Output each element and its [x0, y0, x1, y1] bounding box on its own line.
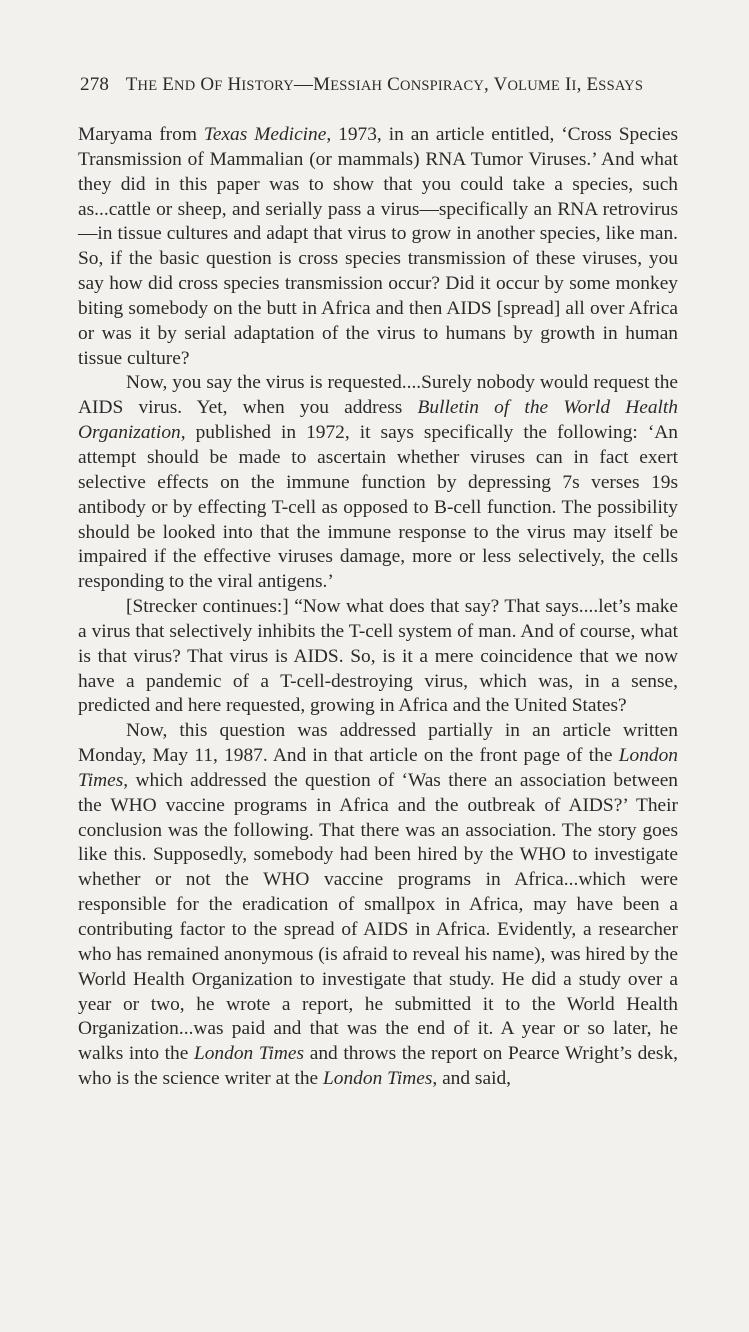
page-number: 278 [80, 74, 110, 95]
body-text [78, 123, 678, 1092]
italic-title: London Times [323, 1068, 433, 1090]
italic-title: London Times [193, 1043, 305, 1065]
paragraph [78, 371, 678, 595]
italic-title: Texas Medicine [203, 124, 327, 145]
running-title: THE END OF HISTORY—MESSIAH CONSPIRACY, VOLUME II, ESSAYS [125, 74, 644, 95]
text-run: and throws the report on Pearce Wright’s desk, who is the science writer at the [78, 1043, 678, 1090]
paragraph [78, 123, 678, 371]
paragraph [78, 595, 678, 719]
text-run: [Strecker continues:] “Now what does that say? That says....let’s make a virus that selectively inhibits the T-cell system of man. And of course, what is that virus? That virus is AIDS. So, is it a mere coincidence that we now have a pandemic of a T-cell-destroying virus, which was, in a sense, predicted and here requested, growing in Africa and the United States? [78, 596, 678, 717]
italic-title: Bulletin of the World Health Organization [78, 397, 679, 444]
text-run: Now, this question was addressed partially in an article written Monday, May 11, 1987. And in that article on the front page of the [78, 720, 678, 767]
italic-title: London Times [78, 745, 678, 791]
text-run: , 1973, in an article entitled, ‘Cross Species Transmission of Mammalian (or mammals) RNA Tumor Viruses.’ And what they did in this paper was to show that you could take a species, such as...cattle or sheep, and serially pass a virus—specifically an RNA retrovirus—in tissue cultures and adapt that virus to grow in another species, like man. So, if the basic question is cross species transmission of these viruses, you say how did cross species transmission occur? Did it occur by some monkey biting somebody on the butt in Africa and then AIDS [spread] all over Africa or was it by serial adaptation of the virus to humans by growth in human tissue culture? [78, 124, 679, 369]
running-header [80, 74, 680, 96]
paragraph [78, 719, 678, 1092]
text-run: Now, you say the virus is requested....Surely nobody would request the AIDS virus. Yet, when you address [78, 372, 678, 419]
text-run: , which addressed the question of ‘Was there an association between the WHO vaccine programs in Africa and the outbreak of AIDS?’ Their conclusion was the following. That there was an association. The story goes like this. Supposedly, somebody had been hired by the WHO to investigate whether or not the WHO vaccine programs in Africa...which were responsible for the eradication of smallpox in Africa, may have been a contributing factor to the spread of AIDS in Africa. Evidently, a researcher who has remained anonymous (is afraid to reveal his name), was hired by the World Health Organization to investigate that study. He did a study over a year or two, he wrote a report, he submitted it to the World Health Organization...was paid and that was the end of it. A year or so later, he walks into the [78, 769, 678, 1065]
text-run: , published in 1972, it says specifically the following: ‘An attempt should be made to ascertain whether viruses can in fact exert selective effects on the immune function by depressing 7s verses 19s antibody or by effecting T-cell as opposed to B-cell function. The possibility should be looked into that the immune response to the virus may itself be impaired if the effective viruses damage, more or less selectively, the cells responding to the viral antigens.’ [78, 422, 678, 593]
text-run: Maryama from [78, 124, 204, 145]
text-run: , and said, [432, 1068, 511, 1090]
